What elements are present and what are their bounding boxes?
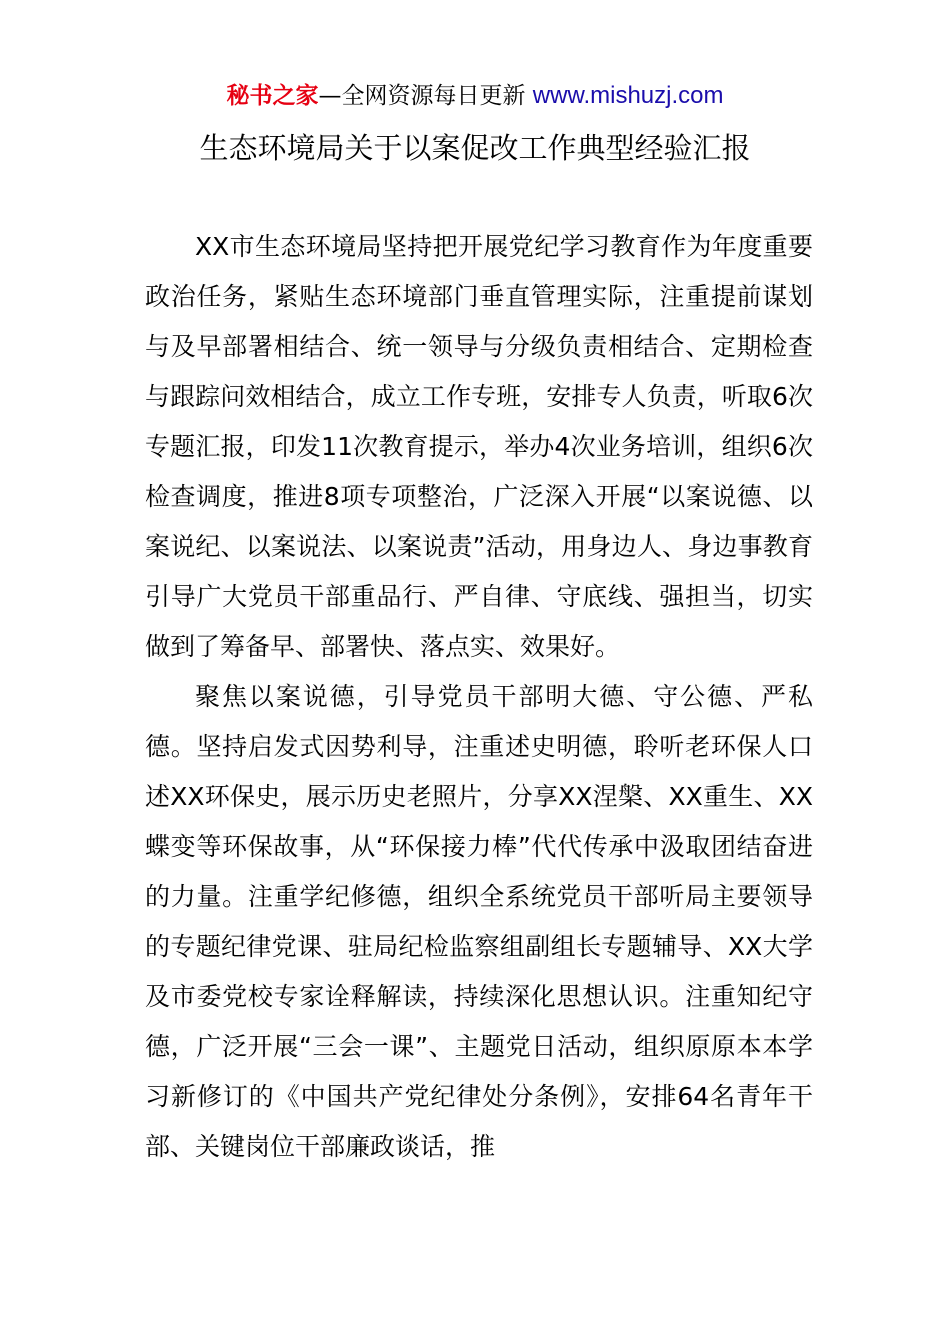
document-title: 生态环境局关于以案促改工作典型经验汇报 [199,131,751,165]
site-url-link[interactable]: www.mishuzj.com [532,82,724,109]
document-body [145,222,813,1172]
site-header [0,80,950,112]
site-tagline: —全网资源每日更新 [318,83,533,109]
paragraph-intro: XX市生态环境局坚持把开展党纪学习教育作为年度重要政治任务，紧贴生态环境部门垂直管理实际，注重提前谋划与及早部署相结合、统一领导与分级负责相结合、定期检查与跟踪问效相结合，成立工作专班，安排专人负责，听取6次专题汇报，印发11次教育提示，举办4次业务培训，组织6次检查调度，推进8项专项整治，广泛深入开展“以案说德、以案说纪、以案说法、以案说责”活动，用身边人、身边事教育引导广大党员干部重品行、严自律、守底线、强担当，切实做到了筹备早、部署快、落点实、效果好。 [145,232,813,661]
paragraph-moral-education: 聚焦以案说德，引导党员干部明大德、守公德、严私德。坚持启发式因势利导，注重述史明德，聆听老环保人口述XX环保史，展示历史老照片，分享XX涅槃、XX重生、XX蝶变等环保故事，从“环保接力棒”代代传承中汲取团结奋进的力量。注重学纪修德，组织全系统党员干部听局主要领导的专题纪律党课、驻局纪检监察组副组长专题辅导、XX大学及市委党校专家诠释解读，持续深化思想认识。注重知纪守德，广泛开展“三会一课”、主题党日活动，组织原原本本学习新修订的《中国共产党纪律处分条例》，安排64名青年干部、关键岗位干部廉政谈话，推 [145,682,813,1161]
site-brand: 秘书之家 [226,83,319,109]
